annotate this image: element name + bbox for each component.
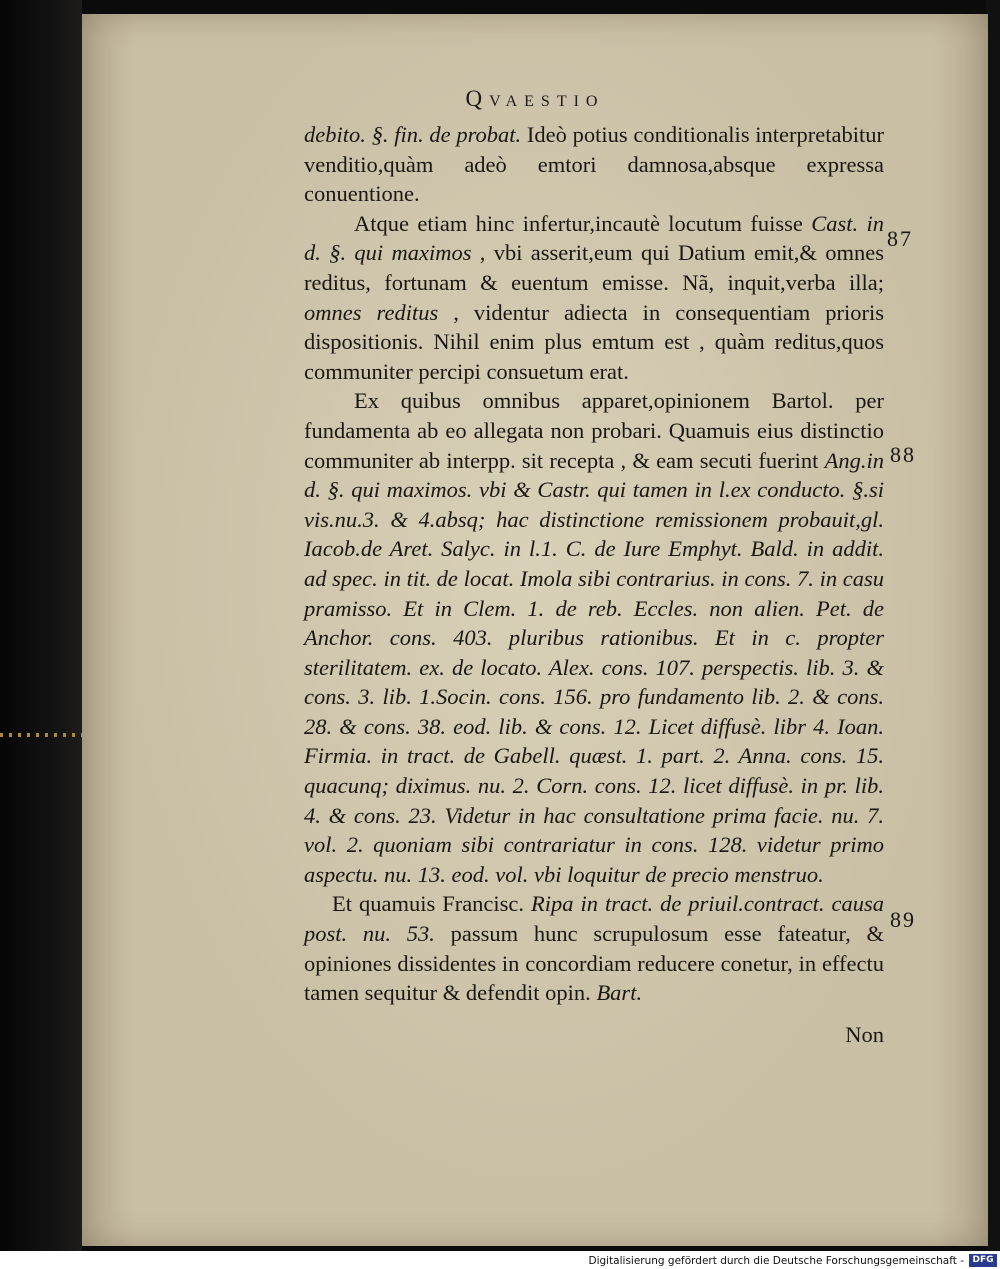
- paragraph-3: [304, 386, 884, 889]
- paragraph-2: [304, 209, 884, 387]
- p3-segment-1: Ang.in d. §. qui maximos. vbi & Castr. qui tamen in l.ex conducto. §.si vis.nu.3. & 4.absq; hac distinctione remissionem probauit,gl. Iacob.de Aret. Salyc. in l.1. C. de Iure Emphyt. Bald. in addit. ad spec. in tit. de locat. Imola sibi contrarius. in cons. 7. in casu pramisso. Et in Clem. 1. de reb. Eccles. non alien. Pet. de Anchor. cons. 403. pluribus rationibus. Et in c. propter sterilitatem. ex. de locato. Alex. cons. 107. perspectis. lib. 3. & cons. 3. lib. 1.Socin. cons. 156. pro fundamento lib. 2. & cons. 28. & cons. 38. eod. lib. & cons. 12. Licet diffusè. libr 4. Ioan. Firmia. in tract. de Gabell. quæst. 1. part. 2. Anna. cons. 15. quacunq; diximus. nu. 2. Corn. cons. 12. licet diffusè. in pr. lib. 4. & cons. 23. Videtur in hac consultatione prima facie. nu. 7. vol. 2. quoniam sibi contrariatur in cons. 128. videtur primo aspectu. nu. 13. eod. vol. vbi loquitur de precio menstruo.: [304, 447, 884, 887]
- margin-number-89: 89: [890, 907, 916, 932]
- dfg-logo-icon: DFG: [969, 1254, 997, 1267]
- p1-segment-1: Ideò potius conditionalis interpretabitur venditio,quàm adeò emtori damnosa,absque expressa conuentione.: [304, 122, 885, 207]
- footer-bar: [0, 1251, 1000, 1269]
- running-header: Qvaestio: [465, 86, 605, 111]
- p4-segment-0: Et quamuis Francisc.: [332, 891, 532, 917]
- book-page: [82, 14, 988, 1246]
- margin-number-88: 88: [890, 442, 916, 467]
- body-text: [304, 120, 884, 1008]
- p3-segment-0: Ex quibus omnibus apparet,opinionem Bartol. per fundamenta ab eo allegata non probari. Quamuis eius distinctio communiter ab interpp. sit recepta , & eam secuti fuerint: [304, 388, 884, 473]
- paragraph-1: [304, 120, 884, 209]
- p4-segment-1: Ripa in tract. de priuil.contract. causa post. nu. 53.: [304, 891, 885, 947]
- footer-credit: Digitalisierung gefördert durch die Deutsche Forschungsgemeinschaft -: [588, 1255, 964, 1267]
- p4-segment-3: Bart.: [596, 980, 643, 1006]
- scan-right-edge: [986, 0, 1000, 1251]
- catchword: Non: [845, 1022, 884, 1047]
- p1-segment-0: debito. §. fin. de probat.: [304, 122, 522, 147]
- p2-segment-2: , vbi asserit,eum qui Datium emit,& omnes reditus, fortunam & euentum emisse. Nã, inquit,verba illa;: [304, 240, 884, 295]
- p2-segment-4: , videntur adiecta in consequentiam prioris dispositionis. Nihil enim plus emtum est , quàm reditus,quos communiter percipi consuetum erat.: [304, 299, 884, 384]
- p4-segment-2: passum hunc scrupulosum esse fateatur, & opiniones dissidentes in concordiam reducere conetur, in effectu tamen sequitur & defendit opin.: [304, 921, 884, 1006]
- p2-segment-3: omnes reditus: [304, 299, 439, 325]
- p2-segment-1: Cast. in d. §. qui maximos: [304, 210, 884, 266]
- scan-left-edge: [0, 0, 82, 1251]
- scan-edge-marks: [0, 733, 82, 737]
- margin-number-87: 87: [887, 226, 913, 251]
- paragraph-4: [304, 889, 884, 1007]
- p2-segment-0: Atque etiam hinc infertur,incautè locutum fuisse: [354, 210, 812, 236]
